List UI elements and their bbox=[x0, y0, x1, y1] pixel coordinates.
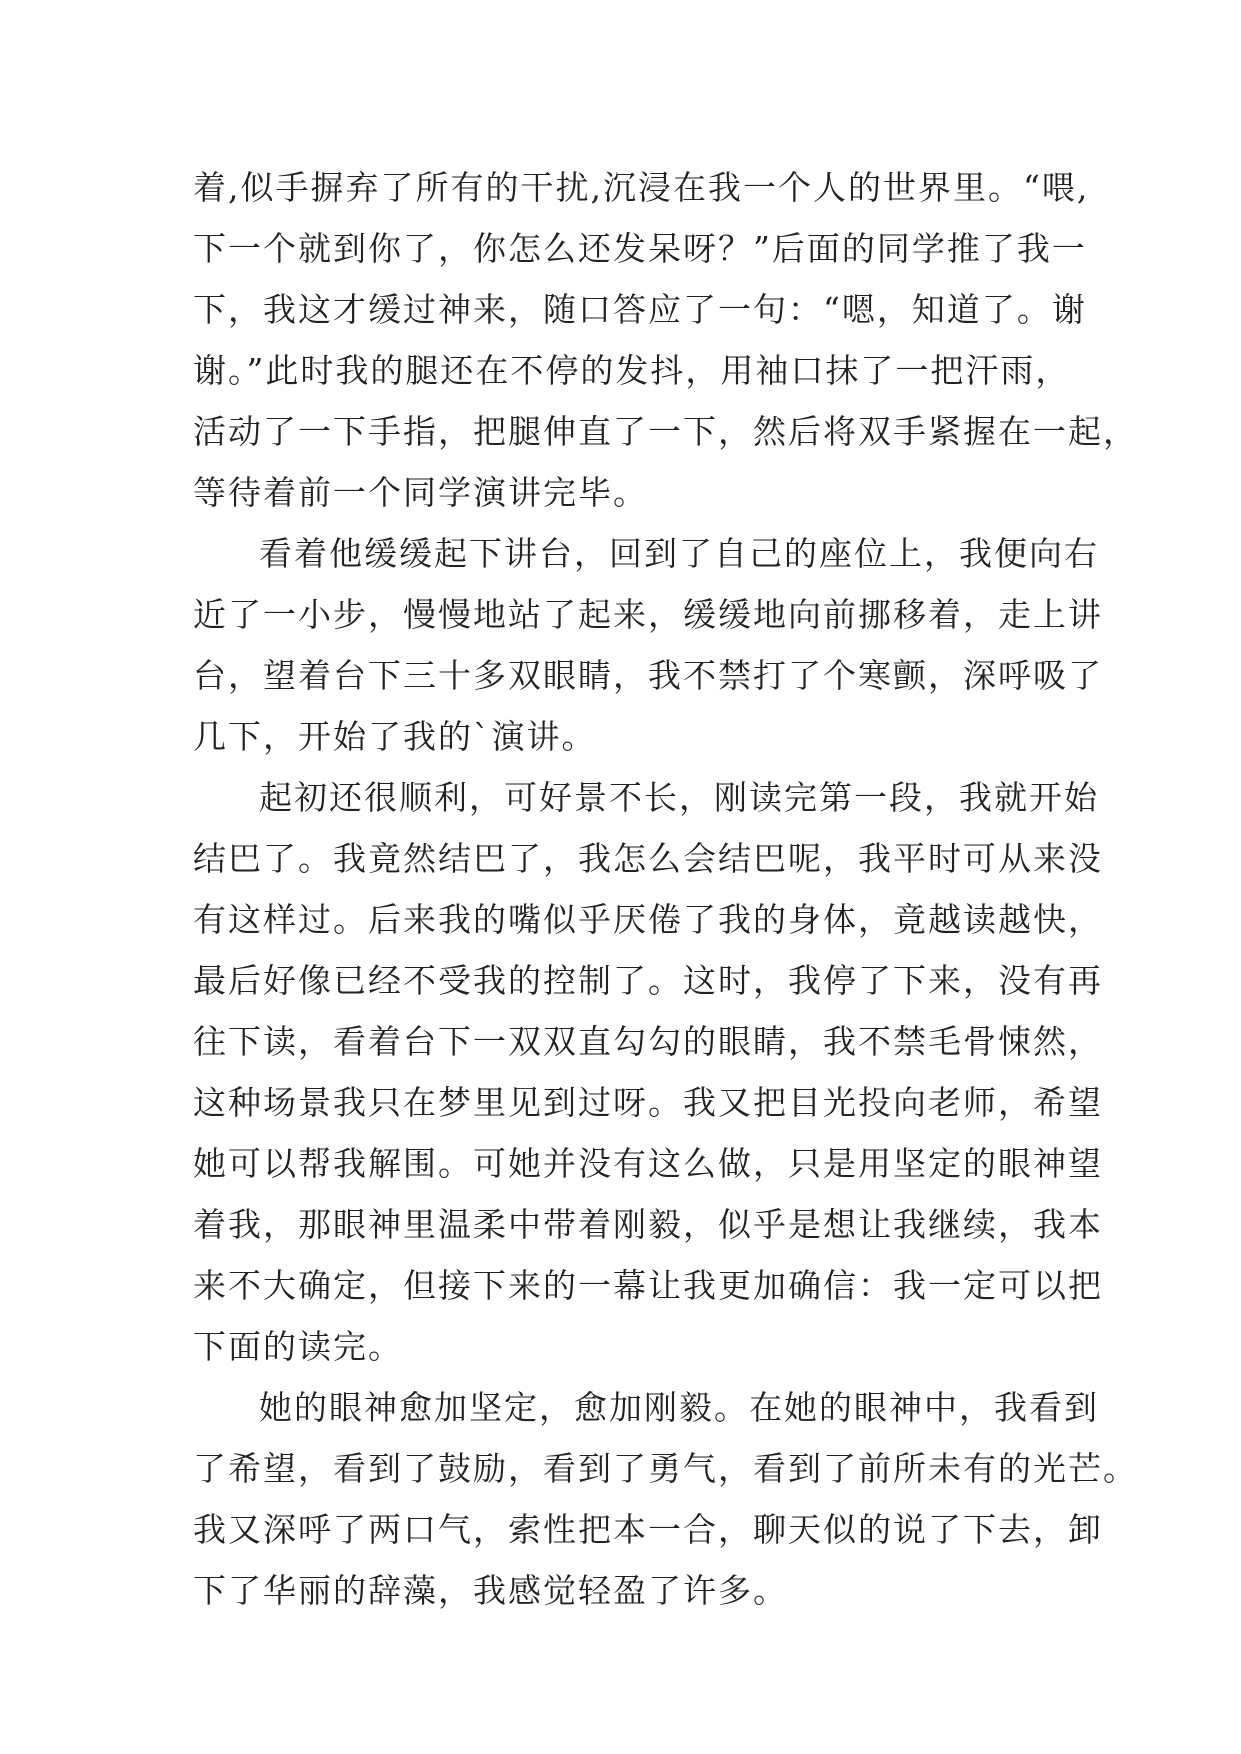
text-line: 活动了一下手指，把腿伸直了一下，然后将双手紧握在一起， bbox=[193, 412, 1138, 451]
text-line: 往下读，看着台下一双双直勾勾的眼睛，我不禁毛骨悚然， bbox=[193, 1022, 1103, 1061]
text-line: 结巴了。我竟然结巴了，我怎么会结巴呢，我平时可从来没 bbox=[193, 839, 1103, 878]
text-line: 最后好像已经不受我的控制了。这时，我停了下来，没有再 bbox=[193, 961, 1103, 1000]
text-line: 近了一小步，慢慢地站了起来，缓缓地向前挪移着，走上讲 bbox=[193, 595, 1103, 634]
text-line: 下面的读完。 bbox=[193, 1327, 403, 1366]
text-line: 来不大确定，但接下来的一幕让我更加确信：我一定可以把 bbox=[193, 1266, 1103, 1305]
text-line: 了希望，看到了鼓励，看到了勇气，看到了前所未有的光芒。 bbox=[193, 1449, 1138, 1488]
paragraph-first-line: 起初还很顺利，可好景不长，刚读完第一段，我就开始 bbox=[259, 778, 1099, 817]
text-line: 我又深呼了两口气，索性把本一合，聊天似的说了下去，卸 bbox=[193, 1510, 1103, 1549]
text-line: 等待着前一个同学演讲完毕。 bbox=[193, 473, 648, 512]
text-line: 下了华丽的辞藻，我感觉轻盈了许多。 bbox=[193, 1571, 788, 1610]
text-line: 几下，开始了我的`演讲。 bbox=[193, 717, 597, 756]
text-line: 着我，那眼神里温柔中带着刚毅，似乎是想让我继续，我本 bbox=[193, 1205, 1103, 1244]
text-line: 台，望着台下三十多双眼睛，我不禁打了个寒颤，深呼吸了 bbox=[193, 656, 1103, 695]
text-line: 她可以帮我解围。可她并没有这么做，只是用坚定的眼神望 bbox=[193, 1144, 1103, 1183]
paragraph-first-line: 看着他缓缓起下讲台，回到了自己的座位上，我便向右 bbox=[259, 534, 1099, 573]
text-line: 下，我这才缓过神来，随口答应了一句：“嗯，知道了。谢 bbox=[193, 290, 1087, 329]
body-text bbox=[193, 157, 1138, 1621]
text-line: 着,似手摒弃了所有的干扰,沉浸在我一个人的世界里。“喂, bbox=[193, 168, 1090, 207]
text-line: 有这样过。后来我的嘴似乎厌倦了我的身体，竟越读越快， bbox=[193, 900, 1103, 939]
text-line: 这种场景我只在梦里见到过呀。我又把目光投向老师，希望 bbox=[193, 1083, 1103, 1122]
text-line: 谢。”此时我的腿还在不停的发抖，用袖口抹了一把汗雨， bbox=[193, 351, 1071, 390]
text-line: 下一个就到你了，你怎么还发呆呀？”后面的同学推了我一 bbox=[193, 229, 1087, 268]
paragraph-first-line: 她的眼神愈加坚定，愈加刚毅。在她的眼神中，我看到 bbox=[259, 1388, 1099, 1427]
